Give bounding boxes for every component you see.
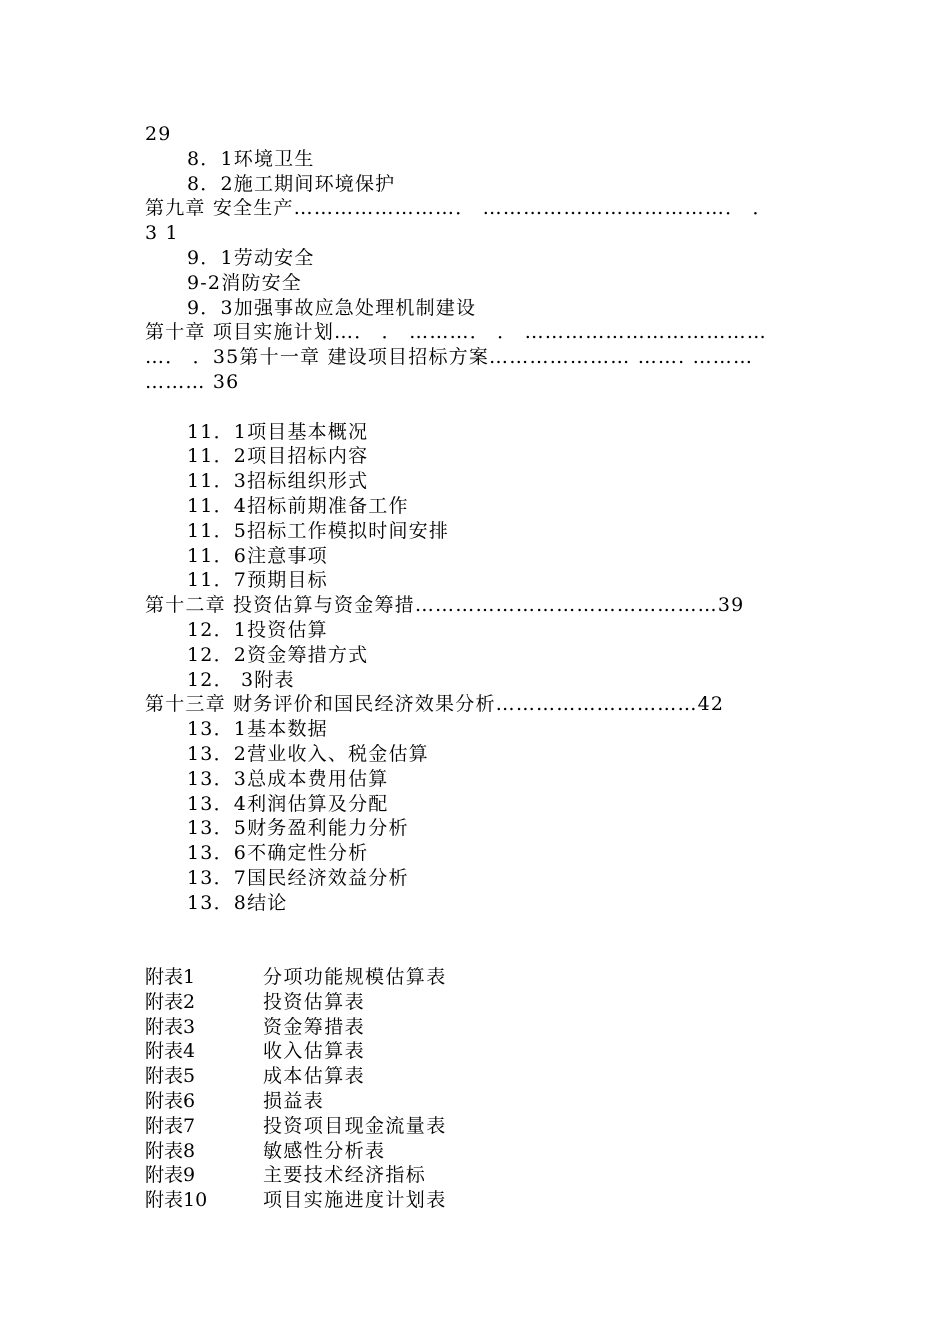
appendix-label: 附表8 — [145, 1139, 196, 1162]
appendix-label: 附表9 — [145, 1164, 196, 1187]
appendix-name: 资金筹措表 — [263, 1015, 366, 1038]
toc-sub-item: 9．3加强事故应急处理机制建设 — [187, 296, 477, 319]
toc-sub-item: 12． 3附表 — [187, 668, 295, 691]
appendix-label: 附表6 — [145, 1090, 196, 1113]
toc-top — [145, 122, 815, 395]
appendix-name: 收入估算表 — [263, 1040, 366, 1063]
document-page — [145, 122, 815, 1213]
appendix-list — [145, 965, 815, 1213]
toc-sub-item: 11．6注意事项 — [187, 544, 328, 567]
appendix-item — [145, 1139, 815, 1164]
toc-sub-item: 13．2营业收入、税金估算 — [187, 742, 429, 765]
toc-line: 3 1 — [145, 222, 179, 245]
toc-line: 29 — [145, 123, 172, 145]
appendix-item — [145, 1015, 815, 1040]
toc-sub-item: 13．1基本数据 — [187, 718, 328, 741]
appendix-name: 项目实施进度计划表 — [263, 1189, 447, 1212]
appendix-item — [145, 990, 815, 1015]
spacer — [145, 395, 815, 420]
toc-sub-item: 13．4利润估算及分配 — [187, 792, 389, 815]
spacer — [145, 916, 815, 966]
toc-chapter-12: 第十二章 投资估算与资金筹措………………………………………39 — [145, 594, 745, 617]
toc-sub-item: 9．1劳动安全 — [187, 246, 315, 269]
toc-sub-item: 9-2消防安全 — [187, 271, 302, 294]
appendix-item — [145, 1089, 815, 1114]
toc-chapter-9: 第九章 安全生产……………………． ………………………………． ． — [145, 197, 773, 220]
appendix-item — [145, 965, 815, 990]
toc-sub-item: 11．7预期目标 — [187, 569, 328, 592]
toc-sub-item: 11．2项目招标内容 — [187, 445, 369, 468]
toc-sub-item: 8．2施工期间环境保护 — [187, 172, 396, 195]
appendix-name: 敏感性分析表 — [263, 1139, 386, 1162]
toc-sub-item: 12．1投资估算 — [187, 618, 328, 641]
appendix-label: 附表1 — [145, 966, 196, 989]
appendix-label: 附表4 — [145, 1040, 196, 1063]
toc-chapter-11: …． ．35第十一章 建设项目招标方案………………… ……. ……… — [145, 346, 754, 369]
appendix-item — [145, 1114, 815, 1139]
appendix-name: 分项功能规模估算表 — [263, 966, 447, 989]
toc-sub-item: 11．3招标组织形式 — [187, 470, 369, 493]
toc-sub-item: 13．6不确定性分析 — [187, 842, 369, 865]
appendix-label: 附表5 — [145, 1065, 196, 1088]
appendix-label: 附表10 — [145, 1189, 208, 1212]
toc-sub-item: 11．1项目基本概况 — [187, 420, 369, 443]
appendix-name: 主要技术经济指标 — [263, 1164, 427, 1187]
toc-chapter-13: 第十三章 财务评价和国民经济效果分析…………………………42 — [145, 693, 725, 716]
toc-sub-item: 12．2资金筹措方式 — [187, 643, 369, 666]
appendix-name: 损益表 — [263, 1090, 325, 1113]
toc-sub-item: 13．7国民经济效益分析 — [187, 866, 409, 889]
toc-line: ……… 36 — [145, 370, 240, 393]
appendix-item — [145, 1064, 815, 1089]
toc-sub-item: 11．5招标工作模拟时间安排 — [187, 519, 450, 542]
toc-sub-item: 13．8结论 — [187, 891, 288, 914]
appendix-label: 附表3 — [145, 1015, 196, 1038]
toc-sub-item: 13．5财务盈利能力分析 — [187, 817, 409, 840]
toc-sub-item: 8．1环境卫生 — [187, 147, 315, 170]
appendix-name: 成本估算表 — [263, 1065, 366, 1088]
toc-sub-item: 11．4招标前期准备工作 — [187, 494, 409, 517]
appendix-item — [145, 1188, 815, 1213]
appendix-label: 附表7 — [145, 1114, 196, 1137]
appendix-item — [145, 1039, 815, 1064]
toc-sub-item: 13．3总成本费用估算 — [187, 767, 389, 790]
toc-chapter-10: 第十章 项目实施计划…． ． ………． ． ……………………………… — [145, 321, 767, 344]
appendix-name: 投资估算表 — [263, 990, 366, 1013]
appendix-item — [145, 1163, 815, 1188]
appendix-name: 投资项目现金流量表 — [263, 1114, 447, 1137]
toc-bottom — [145, 420, 815, 916]
appendix-label: 附表2 — [145, 990, 196, 1013]
